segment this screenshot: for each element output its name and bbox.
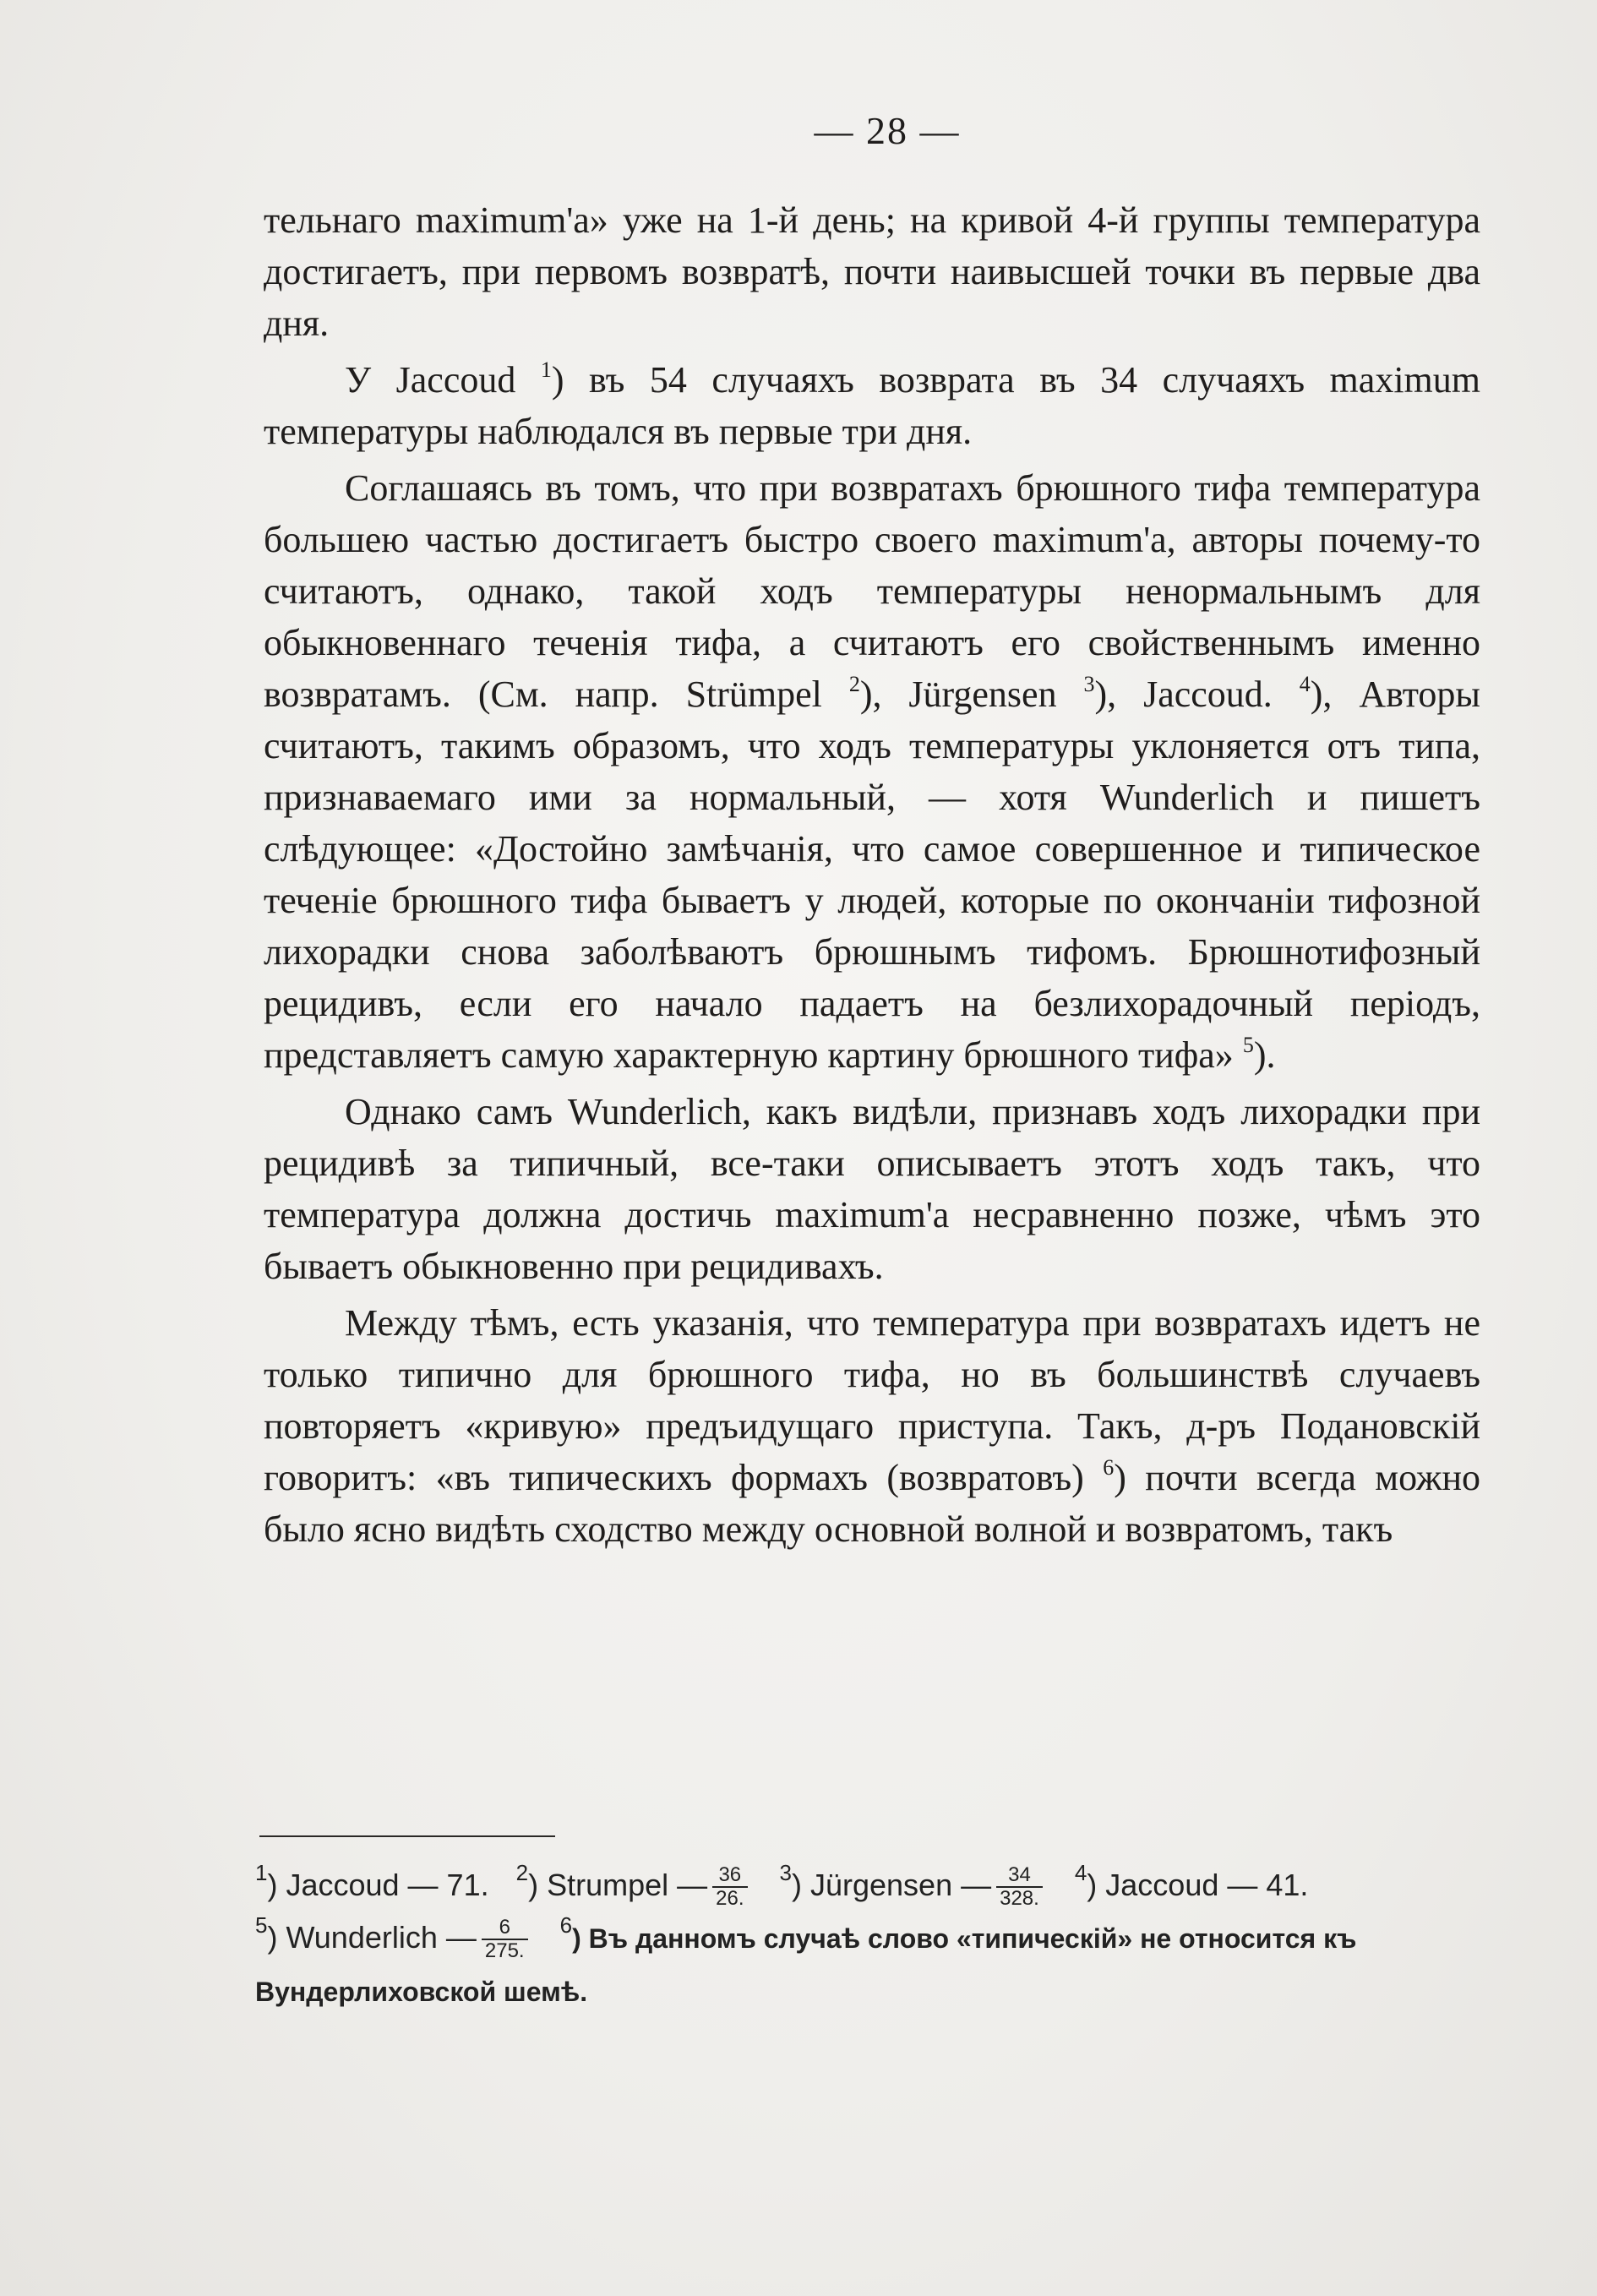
text-run: ), Авторы считаютъ, такимъ образомъ, что ходъ температуры уклоняется отъ типа, признаваемаго ими за нормальный, — хотя Wunderlich и пишетъ слѣдующее: «Достойно замѣчанія, что самое совершенное и типическое теченіе брюшного тифа бываетъ у людей, которые по окончаніи тифозной лихорадки снова заболѣваютъ брюшнымъ тифомъ. Брюшнотифозный рецидивъ, если его начало падаетъ на безлихорадочный періодъ, представляетъ самую характерную картину брюшного тифа»: [264, 674, 1480, 1076]
footnote-2: $^2$) Strumpel — $\frac{36}{26.}$: [516, 1868, 753, 1902]
footnote-1: $^1$) Jaccoud — 71.: [255, 1860, 489, 1902]
paragraph: Однако самъ Wunderlich, какъ видѣли, признавъ ходъ лихорадки при рецидивѣ за типичный, все-таки описываетъ этотъ ходъ такъ, что температура должна достичь maximum'a несравненно позже, чѣмъ это бываетъ обыкновенно при рецидивахъ.: [264, 1091, 1480, 1287]
footnote-reference: 6: [1103, 1455, 1115, 1480]
text-run: ), Jaccoud.: [1094, 674, 1300, 715]
page-number: — 28 —: [814, 109, 961, 152]
footnote-3-fraction: $\frac{34}{328.}$: [996, 1864, 1043, 1910]
footnote-5-fraction: $\frac{6}{275.}$: [482, 1917, 528, 1962]
footnote-reference: 5: [1242, 1033, 1254, 1057]
text-run: ).: [1253, 1034, 1276, 1076]
paragraph: [264, 462, 1480, 1081]
footnote-5: $^5$) Wunderlich — $\frac{6}{275.}$: [255, 1920, 533, 1955]
footnote-reference: 3: [1083, 672, 1095, 696]
footnote-6: $^6$) Въ данномъ случаѣ слово «типическій» не относится къ: [559, 1912, 1357, 1954]
footnote-divider: [259, 1835, 555, 1837]
text-run: ) въ 54 случаяхъ возврата въ 34 случаяхъ maximum температуры наблюдался въ первые три дня.: [264, 359, 1480, 452]
text-run: Соглашаясь въ томъ, что при возвратахъ брюшного тифа температура большею частью достигаетъ быстро своего maximum'a, авторы почему-то считаютъ, однако, такой ходъ температуры ненормальнымъ для обыкновеннаго теченія тифа, а считаютъ его свойственнымъ именно возвратамъ. (См. напр. Strümpel: [264, 467, 1480, 715]
text-run: ), Jürgensen: [859, 674, 1084, 715]
paragraph: [264, 1297, 1480, 1555]
footnote-reference: 2: [848, 672, 860, 696]
text-run: ) почти всегда можно было ясно видѣть сходство между основной волной и возвратомъ, такъ: [264, 1457, 1480, 1550]
footnote-3: $^3$) Jürgensen — $\frac{34}{328.}$: [780, 1868, 1048, 1902]
footnote-6-continuation: Вундерлиховской шемѣ.: [255, 1977, 588, 2007]
footnote-line-3: [255, 1965, 1472, 2018]
footnotes: [255, 1859, 1472, 2018]
footnote-reference: 1: [540, 357, 552, 382]
footnote-reference: 4: [1299, 672, 1311, 696]
footnote-line-1: [255, 1859, 1472, 1912]
paragraph: [264, 354, 1480, 457]
paragraph: тельнаго maximum'a» уже на 1-й день; на кривой 4-й группы температура достигаетъ, при первомъ возвратѣ, почти наивысшей точки въ первые два дня.: [264, 199, 1480, 344]
footnote-2-fraction: $\frac{36}{26.}$: [712, 1864, 747, 1910]
footnote-4: $^4$) Jaccoud — 41.: [1074, 1860, 1309, 1902]
body-text: [264, 194, 1480, 1555]
footnote-line-2: [255, 1912, 1472, 1965]
text-run: Между тѣмъ, есть указанія, что температура при возвратахъ идетъ не только типично для брюшного тифа, но въ большинствѣ случаевъ повторяетъ «кривую» предъидущаго приступа. Такъ, д-ръ Подановскій говоритъ: «въ типическихъ формахъ (возвратовъ): [264, 1302, 1480, 1498]
text-run: У Jaccoud: [345, 359, 541, 401]
